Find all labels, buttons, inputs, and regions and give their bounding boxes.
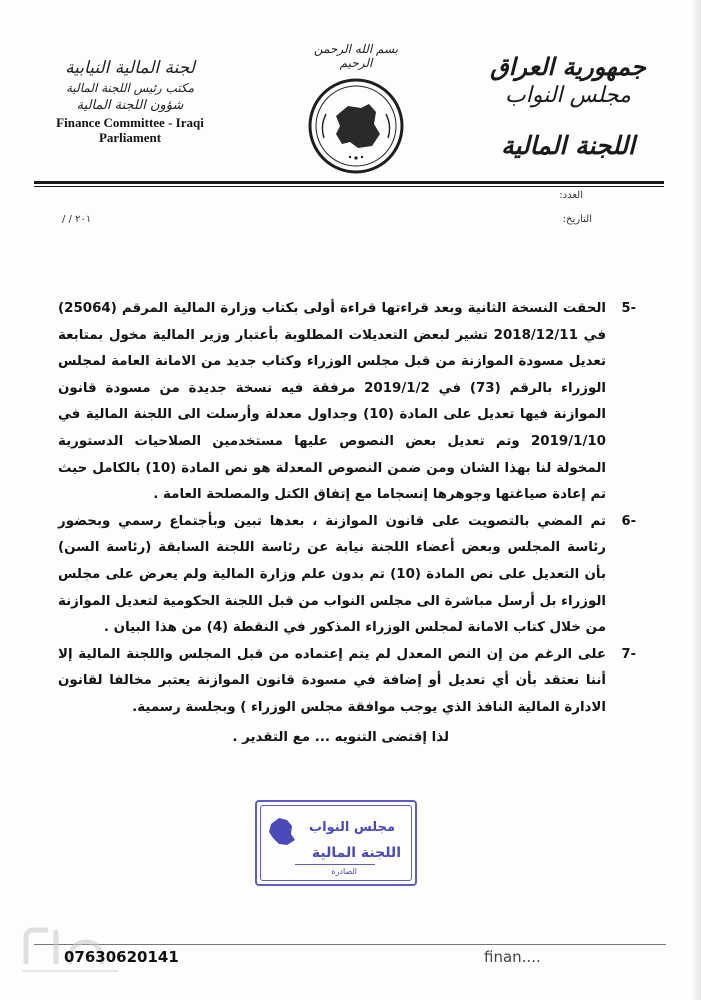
paragraph-text: الحقت النسخة الثانية وبعد قراءتها قراءة أولى بكتاب وزارة المالية المرقم (25064) في 2018/12/11 تشير لبعض التعديلات المطلوبة بأعتبار وزير المالية مخول بمتابعة تعديل مسودة الموازنة من قبل مجلس الوزراء وكتاب جديد من الامانة العامة لمجلس الوزراء بالرقم (73) في 2019/1/2 مرفقة فيه نسخة جديدة من مسودة قانون الموازنة فيها تعديل على المادة (10) وجداول معدلة وأرسلت الى اللجنة المالية في 2019/1/10 وتم تعديل بعض النصوص عليها مستخدمين الصلاحيات الدستورية المخولة لنا بهذا الشان ومن ضمن النصوص المعدلة هو نص المادة (10) بالكامل حيث تم إعادة صياغتها وجوهرها إنسجاما مع إتفاق الكتل والمصلحة العامة . <box>58 301 607 503</box>
paragraph-number: 6- <box>621 513 636 529</box>
paragraph-7 <box>58 642 636 722</box>
letterhead-left <box>40 56 220 145</box>
footer-divider <box>34 944 666 945</box>
paragraph-text: تم المضي بالتصويت على قانون الموازنة ، بعدها تبين وبأجتماع رسمي وبحضور رئاسة المجلس وبعض أعضاء اللجنة نيابة عن رئاسة اللجنة السابقة (رئاسة السن) بأن التعديل على نص المادة (10) تم بدون علم وزارة المالية ولم يعرض على مجلس الوزراء بل أرسل مباشرة الى مجلس النواب من قبل اللجنة الحكومية لتعديل الموازنة من خلال كتاب الامانة لمجلس الوزراء المذكور في النقطة (4) من هذا البيان . <box>58 513 606 636</box>
paragraph-5 <box>58 296 636 509</box>
committee-stamp <box>255 800 417 886</box>
header-divider <box>34 181 664 184</box>
paragraph-text: على الرغم من إن النص المعدل لم يتم إعتماده من قبل المجلس واللجنة المالية إلا أننا نعتقد بأن أي تعديل أو إضافة في مسودة قانون الموازنة يعتبر مخالفا لقانون الادارة المالية النافذ الذي يوجب موافقة مجلس الوزراء ) وبجلسة رسمية. <box>58 646 606 715</box>
stamp-line-2: اللجنة المالية <box>311 845 401 861</box>
phone-number: 07630620141 <box>64 948 179 966</box>
letterhead-committee: اللجنة المالية <box>501 131 635 160</box>
iraq-map-icon <box>265 814 297 848</box>
date-label: التاريخ: <box>562 214 592 225</box>
parliament-emblem-icon <box>306 76 406 176</box>
letterhead-right <box>463 52 673 166</box>
letterhead-parliament: مجلس النواب <box>505 83 631 108</box>
letter-body <box>58 296 636 722</box>
letterhead-center <box>300 42 412 176</box>
letterhead-english-line-2: Parliament <box>98 130 162 145</box>
letterhead-left-line-2: مكتب رئيس اللجنة المالية <box>65 81 194 95</box>
letterhead-left-line-1: لجنة المالية النيابية <box>65 58 195 78</box>
closing-line: لذا إقتضى التنويه ... مع التقدير . <box>232 730 449 745</box>
header-divider-thin <box>34 186 664 187</box>
stamp-divider <box>295 864 375 865</box>
paragraph-6 <box>58 509 636 642</box>
reference-number: العدد: <box>559 190 583 201</box>
paragraph-number: 7- <box>621 646 636 662</box>
letterhead-english-line-1: Finance Committee - Iraqi <box>56 115 204 130</box>
letterhead-left-line-3: شؤون اللجنة المالية <box>76 98 184 113</box>
basmala: بسم الله الرحمن الرحيم <box>313 42 399 70</box>
email-address: finan.... <box>484 948 541 966</box>
paragraph-number: 5- <box>621 301 636 316</box>
stamp-line-3: الصادرة <box>331 867 357 876</box>
stamp-line-1: مجلس النواب <box>309 820 395 835</box>
letterhead-country: جمهورية العراق <box>490 52 646 81</box>
date-value: ٢٠١ / / <box>62 214 92 225</box>
page-edge-shadow <box>691 0 701 1000</box>
